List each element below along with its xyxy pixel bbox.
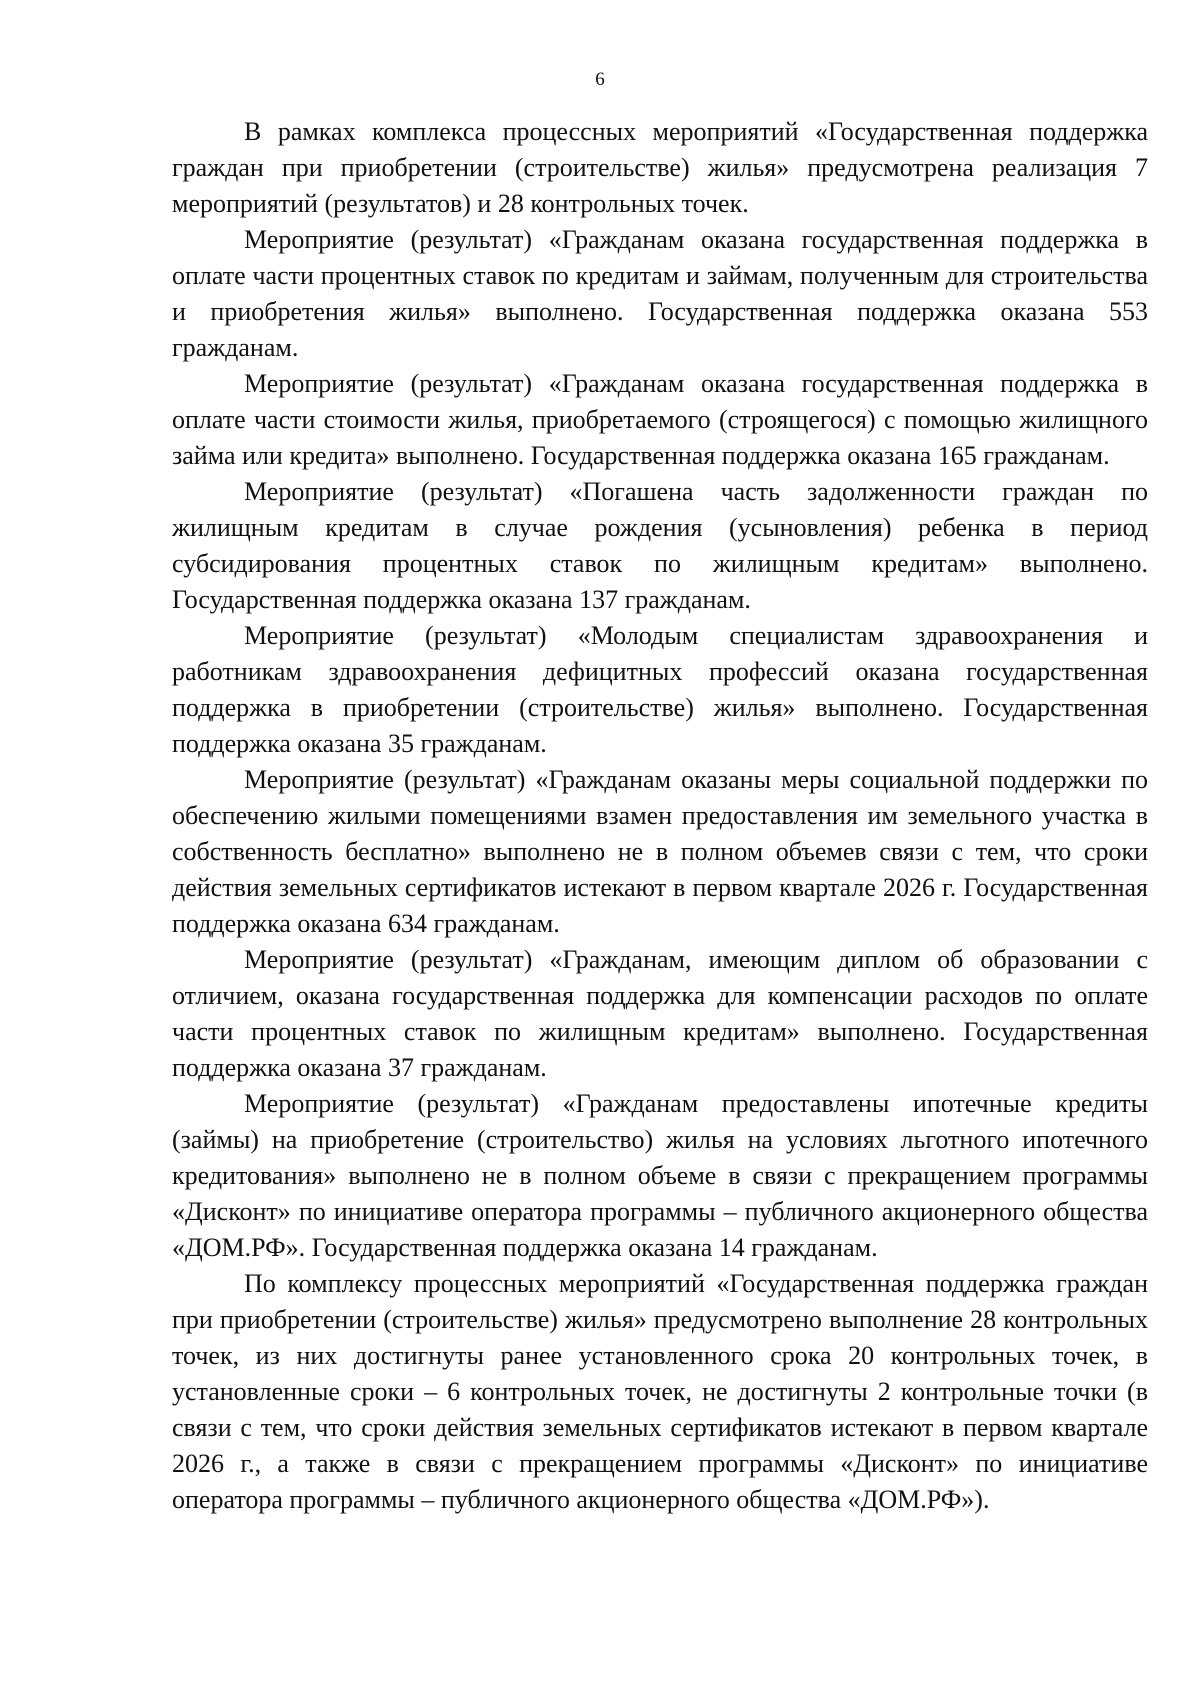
paragraph: Мероприятие (результат) «Гражданам оказаны меры социальной поддержки по обеспечению жилыми помещениями взамен предоставления им земельного участка в собственность бесплатно» выполнено не в полном объемев связи с тем, что сроки действия земельных сертификатов истекают в первом квартале 2026 г. Государственная поддержка оказана 634 гражданам. <box>172 765 1148 938</box>
paragraph: Мероприятие (результат) «Гражданам, имеющим диплом об образовании с отличием, оказана государственная поддержка для компенсации расходов по оплате части процентных ставок по жилищным кредитам» выполнено. Государственная поддержка оказана 37 гражданам. <box>172 945 1148 1082</box>
paragraph: Мероприятие (результат) «Гражданам оказана государственная поддержка в оплате части стоимости жилья, приобретаемого (строящегося) с помощью жилищного займа или кредита» выполнено. Государственная поддержка оказана 165 гражданам. <box>172 369 1148 470</box>
paragraph: Мероприятие (результат) «Погашена часть задолженности граждан по жилищным кредитам в случае рождения (усыновления) ребенка в период субсидирования процентных ставок по жилищным кредитам» выполнено. Государственная поддержка оказана 137 гражданам. <box>172 477 1148 614</box>
document-body <box>172 114 1148 1518</box>
page-number: 6 <box>595 69 605 90</box>
paragraph: По комплексу процессных мероприятий «Государственная поддержка граждан при приобретении (строительстве) жилья» предусмотрено выполнение 28 контрольных точек, из них достигнуты ранее установленного срока 20 контрольных точек, в установленные сроки – 6 контрольных точек, не достигнуты 2 контрольные точки (в связи с тем, что сроки действия земельных сертификатов истекают в первом квартале 2026 г., а также в связи с прекращением программы «Дисконт» по инициативе оператора программы – публичного акционерного общества «ДОМ.РФ»). <box>172 1269 1148 1514</box>
paragraph: Мероприятие (результат) «Гражданам оказана государственная поддержка в оплате части процентных ставок по кредитам и займам, полученным для строительства и приобретения жилья» выполнено. Государственная поддержка оказана 553 гражданам. <box>172 225 1148 362</box>
paragraph: Мероприятие (результат) «Молодым специалистам здравоохранения и работникам здравоохранения дефицитных профессий оказана государственная поддержка в приобретении (строительстве) жилья» выполнено. Государственная поддержка оказана 35 гражданам. <box>172 621 1148 758</box>
paragraph: Мероприятие (результат) «Гражданам предоставлены ипотечные кредиты (займы) на приобретение (строительство) жилья на условиях льготного ипотечного кредитования» выполнено не в полном объеме в связи с прекращением программы «Дисконт» по инициативе оператора программы – публичного акционерного общества «ДОМ.РФ». Государственная поддержка оказана 14 гражданам. <box>172 1089 1148 1262</box>
paragraph: В рамках комплекса процессных мероприятий «Государственная поддержка граждан при приобретении (строительстве) жилья» предусмотрена реализация 7 мероприятий (результатов) и 28 контрольных точек. <box>172 117 1148 218</box>
